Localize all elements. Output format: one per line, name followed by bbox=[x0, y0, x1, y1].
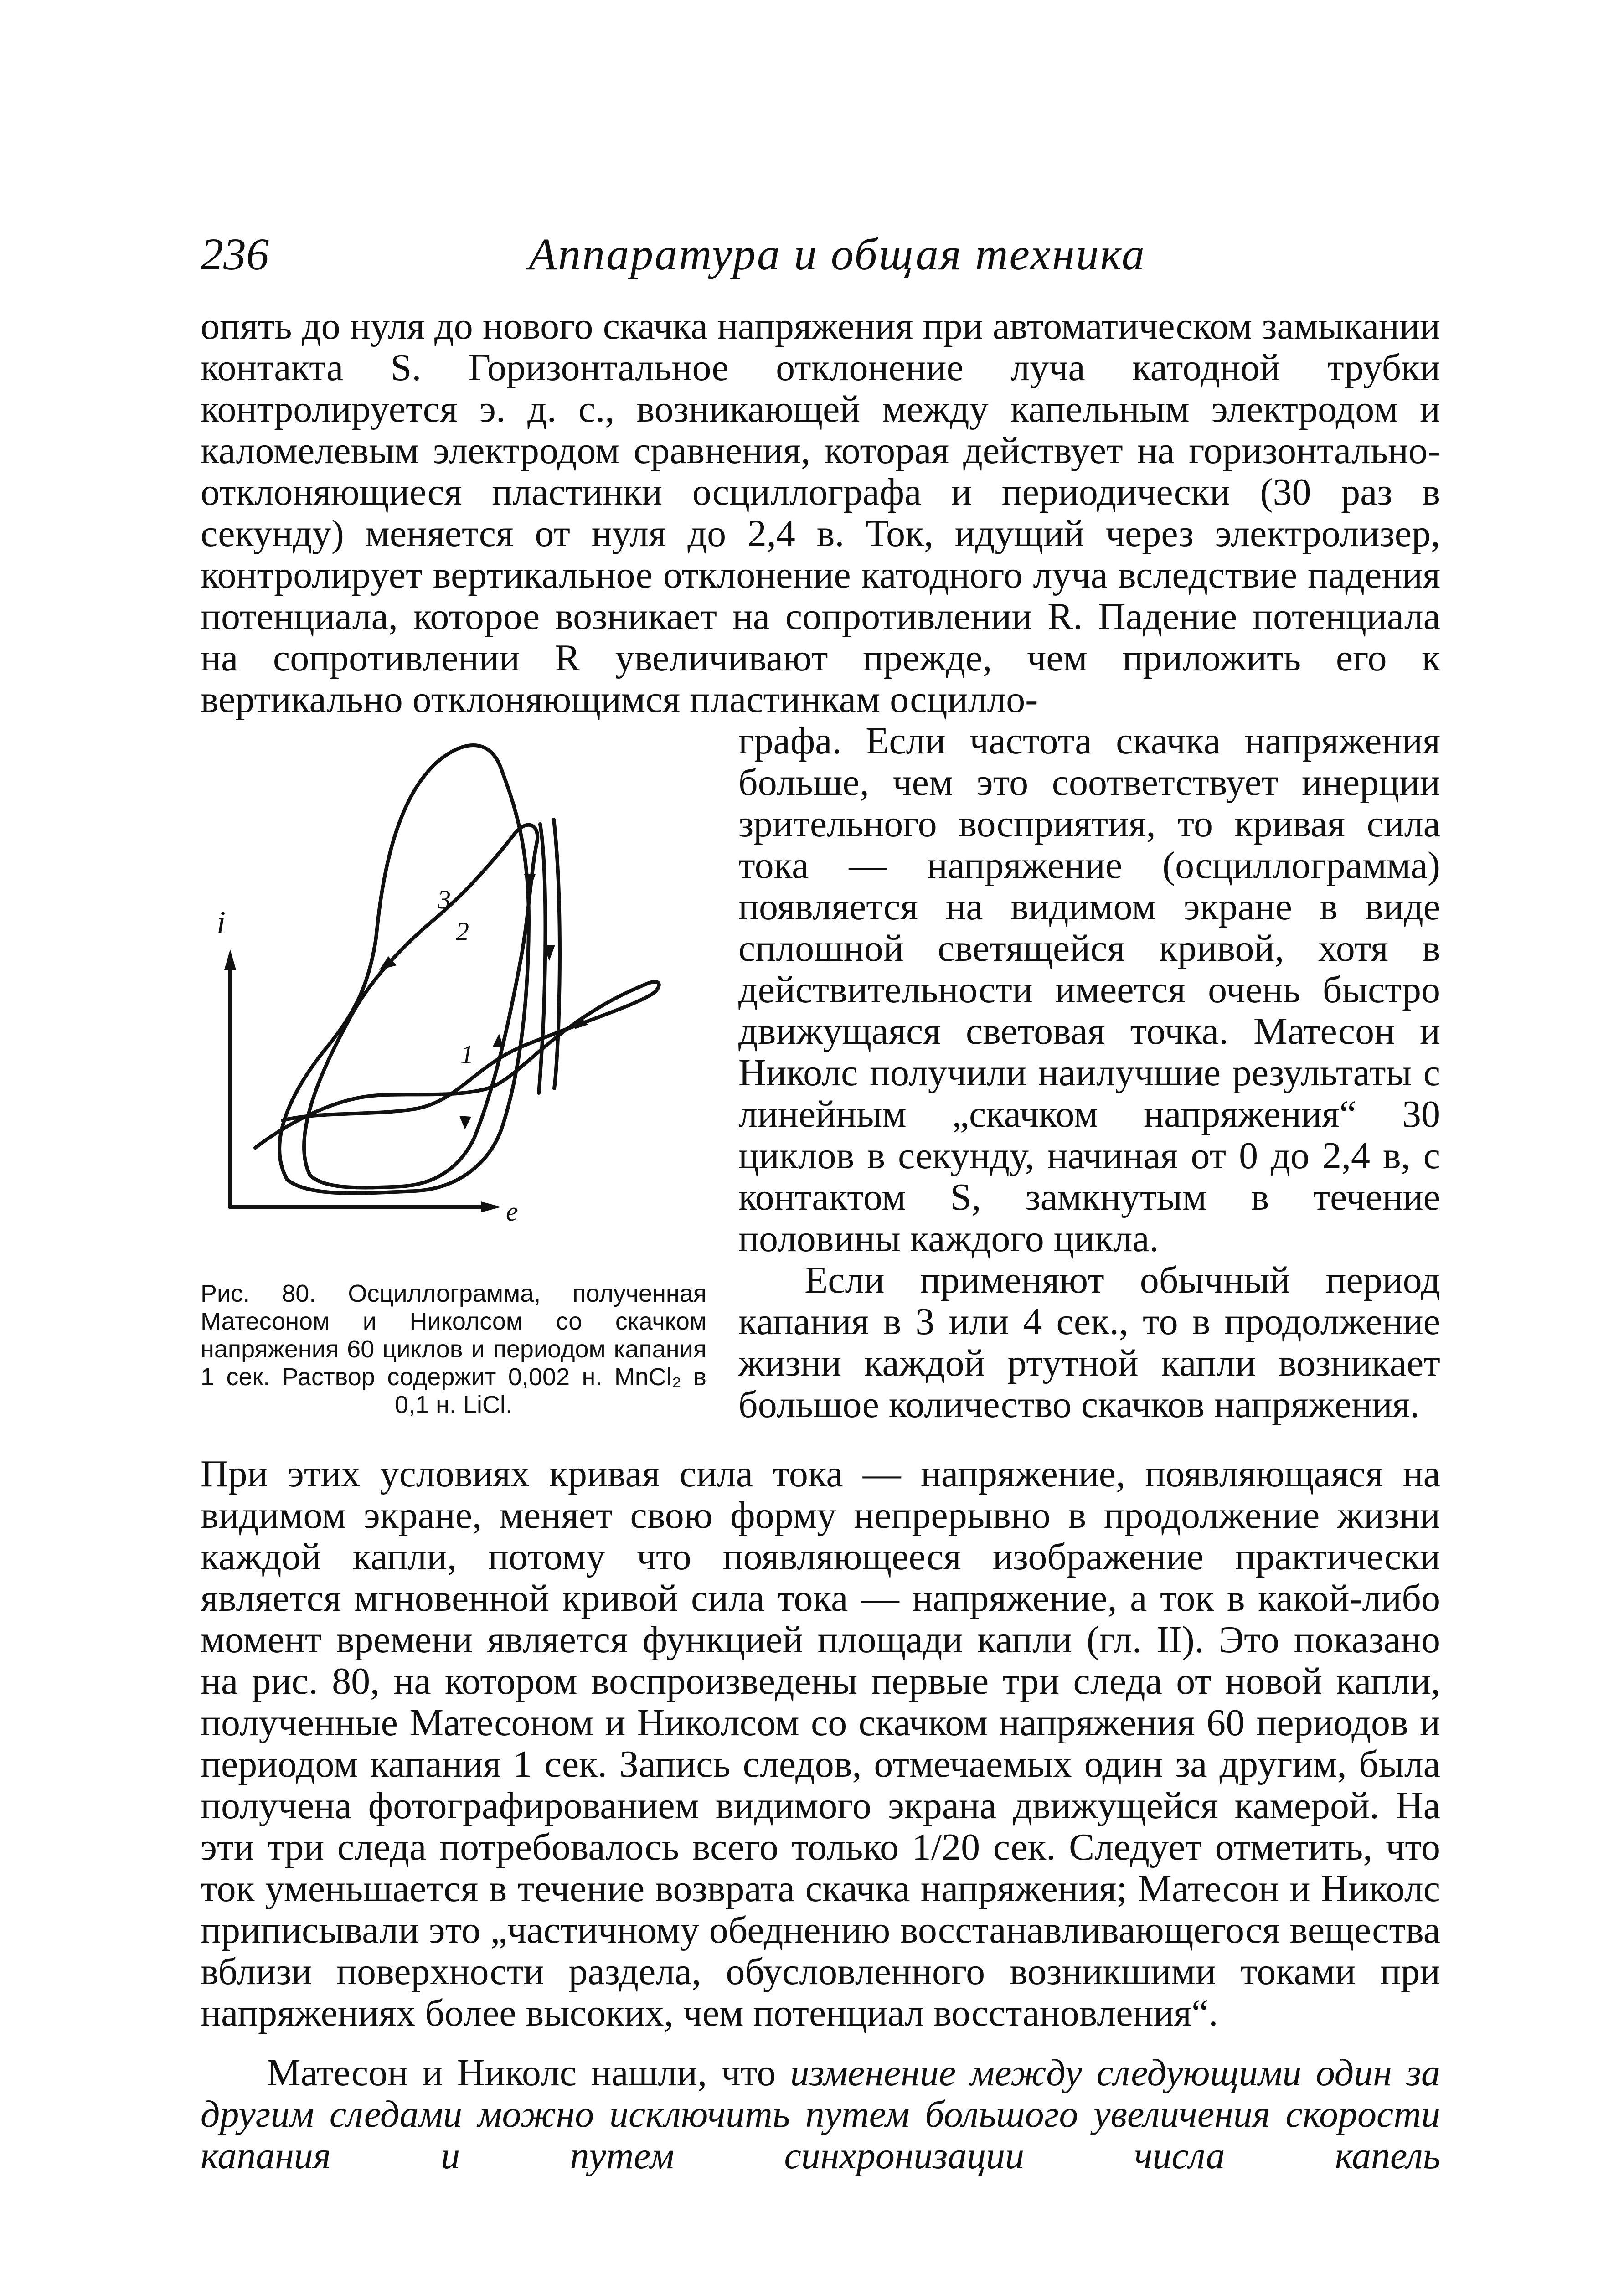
oscillogram-diagram bbox=[201, 728, 706, 1266]
curve-label-3: 3 bbox=[438, 885, 451, 914]
paragraph-3 bbox=[201, 2052, 1440, 2176]
oscillogram-curve-3 bbox=[279, 745, 529, 1193]
y-axis-arrow bbox=[224, 949, 236, 970]
curve-label-1: 1 bbox=[460, 1040, 474, 1069]
paragraph-beside-figure: графа. Если частота скачка напряжения больше, чем это соответствует инерции зрительного восприятия, то кривая сила тока — напряжение (осциллограмма) появляется на видимом экране в виде сплошной светящейся кривой, хотя в действительности имеется очень быстро движущаяся световая точка. Матесон и Николс получили наилучшие результаты с линейным „скачком напряжения“ 30 циклов в секунду, начиная от 0 до 2,4 в, с контактом S, замкнутым в течение половины каждого цикла. bbox=[738, 720, 1440, 1260]
figure-80 bbox=[201, 728, 706, 1449]
paragraph-2-rest: При этих условиях кривая сила тока — напряжение, появляющаяся на видимом экране, меняет свою форму непрерывно в продолжение жизни каждой капли, потому что появляющееся изображение практически является мгновенной кривой сила тока — напряжение, а ток в какой-либо момент времени является функцией площади капли (гл. II). Это показано на рис. 80, на котором воспроизведены первые три следа от новой капли, полученные Матесоном и Николсом со скачком напряжения 60 периодов и периодом капания 1 сек. Запись следов, отмечаемых один за другим, была получена фотографированием видимого экрана движущейся камерой. На эти три следа потребовалось всего только 1/20 сек. Следует отметить, что ток уменьшается в течение возврата скачка напряжения; Матесон и Николс приписывали это „частичному обеднению восстанавливающегося вещества вблизи поверхности раздела, обусловленного возникшими токами при напряжениях более высоких, чем потенциал восстановления“. bbox=[201, 1453, 1440, 2034]
axis-y-label: i bbox=[217, 904, 226, 941]
direction-arrow bbox=[492, 1034, 504, 1047]
axis-x-label: e bbox=[506, 1196, 518, 1227]
page-header bbox=[201, 219, 1440, 305]
paragraph-2-start: Если применяют обычный период капания в 3 или 4 сек., то в продолжение жизни каждой ртутной капли возникает большое количество скачков напряжения. bbox=[738, 1259, 1440, 1426]
book-page bbox=[201, 219, 1440, 2176]
oscillogram-curve-1 bbox=[255, 982, 659, 1148]
paragraph-top: опять до нуля до нового скачка напряжения при автоматическом замыкании контакта S. Горизонтальное отклонение луча катодной трубки контролируется э. д. с., возникающей между капельным электродом и каломелевым электродом сравнения, которая действует на горизонтально-отклоняющиеся пластинки осциллографа и периодически (30 раз в секунду) меняется от нуля до 2,4 в. Ток, идущий через электролизер, контролирует вертикальное отклонение катодного луча вследствие падения потенциала, которое возникает на сопротивлении R. Падение потенциала на сопротивлении R увеличивают прежде, чем приложить его к вертикально отклоняющимся пластинкам осцилло- bbox=[201, 305, 1440, 721]
page-number: 236 bbox=[201, 229, 269, 279]
x-axis-arrow bbox=[481, 1201, 501, 1212]
running-title: Аппаратура и общая техника bbox=[529, 229, 1146, 279]
return-trace-inner bbox=[554, 820, 560, 1088]
figure-caption: Рис. 80. Осциллограмма, полученная Матесоном и Николсом со скачком напряжения 60 циклов и периодом капания 1 сек. Раствор содержит 0,002 н. MnCl₂ в 0,1 н. LiCl. bbox=[201, 1280, 706, 1418]
curve-label-2: 2 bbox=[456, 917, 469, 946]
paragraph-3-text: Матесон и Николс нашли, что bbox=[267, 2052, 790, 2094]
direction-arrow bbox=[459, 1116, 471, 1129]
paragraph-3-italic: изменение между следующими один за другим следами можно исключить путем большого увеличения скорости капания и путем синхронизации числа капель bbox=[201, 2052, 1440, 2177]
oscillogram-curve-2 bbox=[304, 825, 537, 1188]
